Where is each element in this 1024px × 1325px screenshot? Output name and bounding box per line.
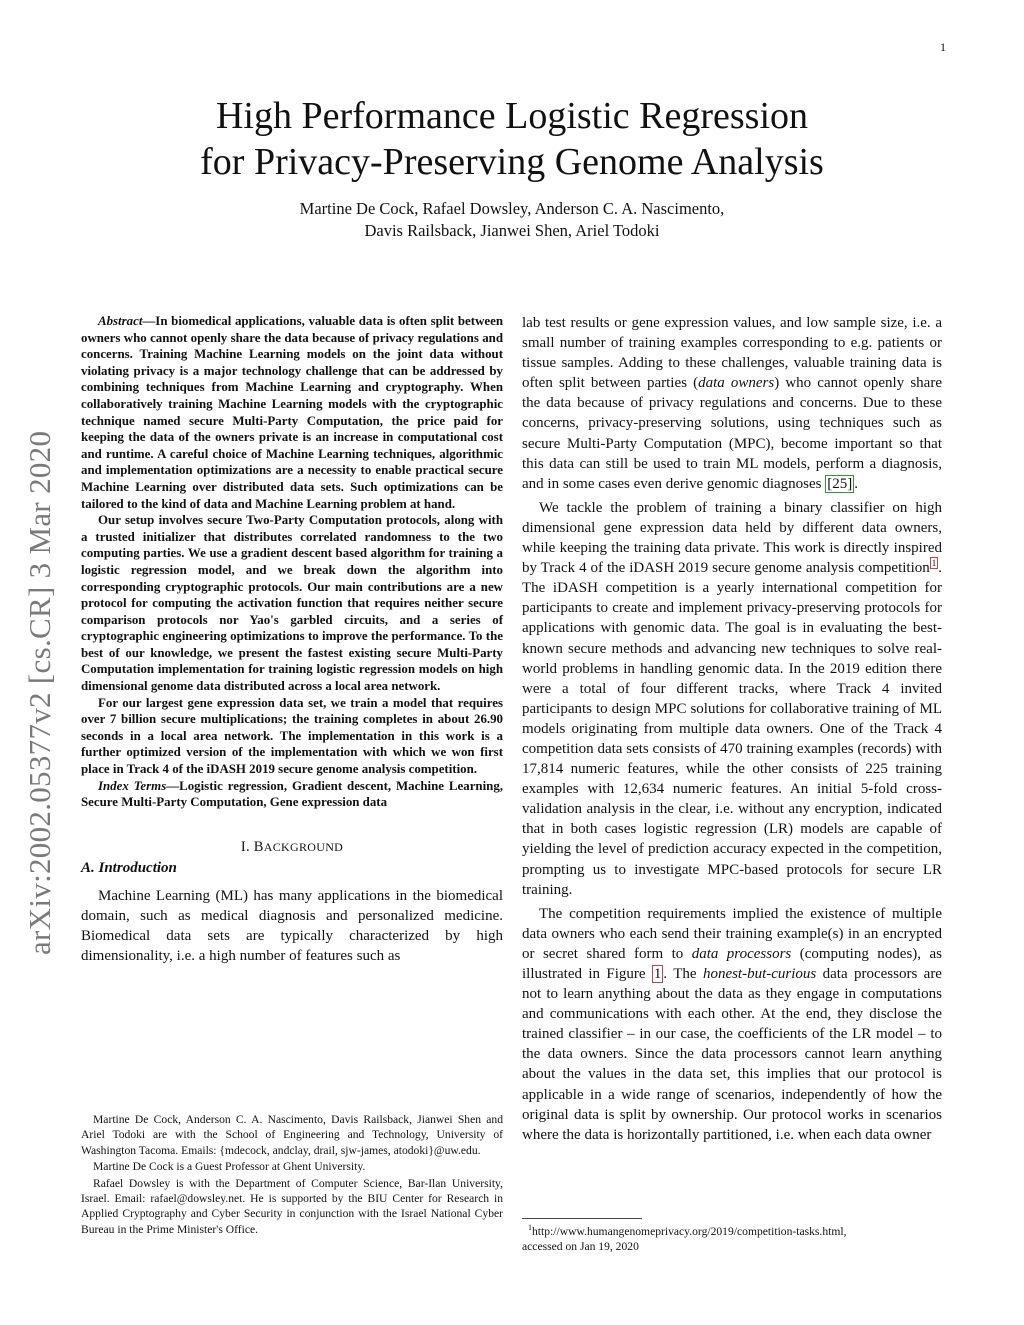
abstract-paragraph-2: Our setup involves secure Two-Party Computation protocols, along with a trusted initializer that distributes correlated randomness to the two computing parties. We use a gradient descent based algorithm for training a logistic regression model, and we break down the algorithm into corresponding cryptographic protocols. Our main contributions are a new protocol for computing the activation function that requires neither secure comparison protocols nor Yao's garbled circuits, and a series of cryptographic engineering optimizations to improve the performance. To the best of our knowledge, we present the fastest existing secure Multi-Party Computation implementation for training logistic regression models on high dimensional genome data distributed across a local area network. (81, 513, 503, 694)
abstract-paragraph-3: For our largest gene expression data set, we train a model that requires over 7 billion secure multiplications; the training completes in about 26.90 seconds in a local area network. The implementation in this work is a further optimized version of the implementation with which we won first place in Track 4 of the iDASH 2019 secure genome analysis competition. (81, 695, 503, 777)
section-title: ACKGROUND (263, 839, 344, 854)
section-heading (81, 839, 503, 856)
intro-paragraph-2 (522, 498, 942, 900)
page-number: 1 (940, 40, 946, 54)
text-run: We tackle the problem of training a binary classifier on high dimensional gene expression data held by different data owners, while keeping the training data private. This work is directly inspired by Track 4 of the iDASH 2019 secure genome analysis competition (522, 499, 942, 577)
authors-line-2: Davis Railsback, Jianwei Shen, Ariel Todoki (364, 221, 660, 240)
intro-paragraph-1: Machine Learning (ML) has many applications in the biomedical domain, such as medical diagnosis and personalized medicine. Biomedical data sets are typically characterized by high dimensionality, i.e. a high number of features such as (81, 887, 503, 965)
abstract-paragraph-1 (81, 313, 503, 512)
title-line-2: for Privacy-Preserving Genome Analysis (200, 141, 824, 183)
text-run: . The (663, 966, 703, 982)
text-run: . (854, 475, 858, 492)
text-run: lab test results or gene expression values, and low sample size, i.e. a small number of training examples corresponding to e.g. patients or tissue samples. Adding to these challenges, valuable training data is often split between parties ( (522, 315, 942, 392)
abstract-label: Abstract (98, 314, 143, 328)
index-terms (81, 778, 503, 811)
footnote-link[interactable]: 1 (931, 558, 937, 569)
url-footnote-line-2: accessed on Jan 19, 2020 (522, 1240, 639, 1254)
section-number: I. B (240, 838, 264, 855)
emphasis-data-processors: data processors (691, 945, 792, 962)
author-list (0, 198, 1024, 242)
url-footnote (522, 1218, 942, 1255)
left-column (81, 313, 503, 970)
arxiv-stamp: arXiv:2002.05377v2 [cs.CR] 3 Mar 2020 (22, 430, 57, 955)
index-terms-label: Index Terms (98, 778, 167, 793)
text-run: . The iDASH competition is a yearly international competition for participants to create and implement privacy-preserving protocols for applications with genomic data. The goal is in evaluating the best-known secure methods and advancing new techniques to solve real-world problems in handling genomic data. In the 2019 edition there were a total of four different tracks, where Track 4 invited participants to design MPC solutions for collaborative training of ML models originating from multiple data owners. One of the Track 4 competition data sets consists of 470 training examples (records) with 17,814 numeric features, while the other consists of 225 training examples with 12,634 numeric features. An initial 5-fold cross-validation analysis in the clear, i.e. without any encryption, indicated that in both cases logistic regression (LR) models are capable of yielding the level of prediction accuracy expected in the competition, prompting us to investigate MPC-based protocols for secure LR training. (522, 560, 942, 898)
emphasis-honest-but-curious: honest-but-curious (702, 966, 817, 982)
affiliation-footnotes (81, 1112, 503, 1238)
figure-ref-link[interactable]: 1 (653, 966, 662, 982)
title-line-1: High Performance Logistic Regression (215, 95, 809, 137)
intro-paragraph-1-continued (522, 313, 942, 494)
citation-link[interactable]: [25] (827, 475, 853, 492)
emphasis-data-owners: data owners (698, 375, 775, 392)
left-body-text (81, 886, 503, 966)
affiliation-footnote-2: Martine De Cock is a Guest Professor at Ghent University. (93, 1160, 366, 1174)
affiliation-footnote-3: Rafael Dowsley is with the Department of Computer Science, Bar-Ilan University, Israel. Email: rafael@dowsley.net. He is supported by the BIU Center for Research in Applied Cryptography and Cyber Security in conjunction with the Israel National Cyber Bureau in the Prime Minister's Office. (81, 1176, 503, 1236)
text-run: ) who cannot openly share the data because of privacy regulations and concerns. Due to these concerns, privacy-preserving solutions, using techniques such as secure Multi-Party Computation (MPC), become important so that this data can still be used to train ML models, perform a diagnosis, and in some cases even derive genomic diagnoses (522, 375, 942, 492)
paper-title (0, 93, 1024, 185)
text-run: The competition requirements implied the existence of multiple data owners who each send their training example(s) in an encrypted or secret shared form to (522, 905, 942, 962)
text-run: data processors are not to learn anything about the data as they engage in computations and communications with each other. At the end, they disclose the trained classifier – in our case, the coefficients of the LR model – to the data owners. Since the data processors cannot learn anything about the values in the data set, this implies that our protocol is applicable in a wide range of scenarios, independently of how the original data is split by ownership. Our protocol works in scenarios where the data is horizontally partitioned, i.e. when each data owner (522, 966, 942, 1143)
right-column (522, 313, 942, 1149)
text-run: (computing nodes), as illustrated in Figure (522, 945, 942, 982)
abstract (81, 313, 503, 811)
footnote-url[interactable]: http://www.humangenomeprivacy.org/2019/competition-tasks.html, (532, 1225, 847, 1238)
url-footnote-line-1 (522, 1224, 942, 1239)
abstract-text-1: —In biomedical applications, valuable data is often split between owners who cannot openly share the data because of privacy regulations and concerns. Training Machine Learning models on the joint data without violating privacy is a major technology challenge that can be addressed by combining techniques from Machine Learning and cryptography. When collaboratively training Machine Learning models with the cryptographic technique named secure Multi-Party Computation, the price paid for keeping the data of the owners private is an increase in computational cost and runtime. A careful choice of Machine Learning techniques, algorithmic and implementation optimizations are a necessity to enable practical secure Machine Learning over distributed data sets. Such optimizations can be tailored to the kind of data and Machine Learning problem at hand. (81, 314, 503, 511)
footnote-rule (522, 1218, 642, 1219)
subsection-heading: A. Introduction (81, 859, 177, 876)
affiliation-footnote-1: Martine De Cock, Anderson C. A. Nascimento, Davis Railsback, Jianwei Shen and Ariel Todoki are with the School of Engineering and Technology, University of Washington Tacoma. Emails: {mdecock, andclay, drail, sjw-james, atodoki}@uw.edu. (81, 1113, 503, 1157)
index-terms-text: —Logistic regression, Gradient descent, Machine Learning, Secure Multi-Party Computation, Gene expression data (81, 778, 504, 810)
footnote-mark: 1 (528, 1223, 532, 1233)
intro-paragraph-3 (522, 904, 942, 1145)
authors-line-1: Martine De Cock, Rafael Dowsley, Anderson C. A. Nascimento, (299, 199, 725, 218)
right-body-text (522, 313, 942, 1145)
